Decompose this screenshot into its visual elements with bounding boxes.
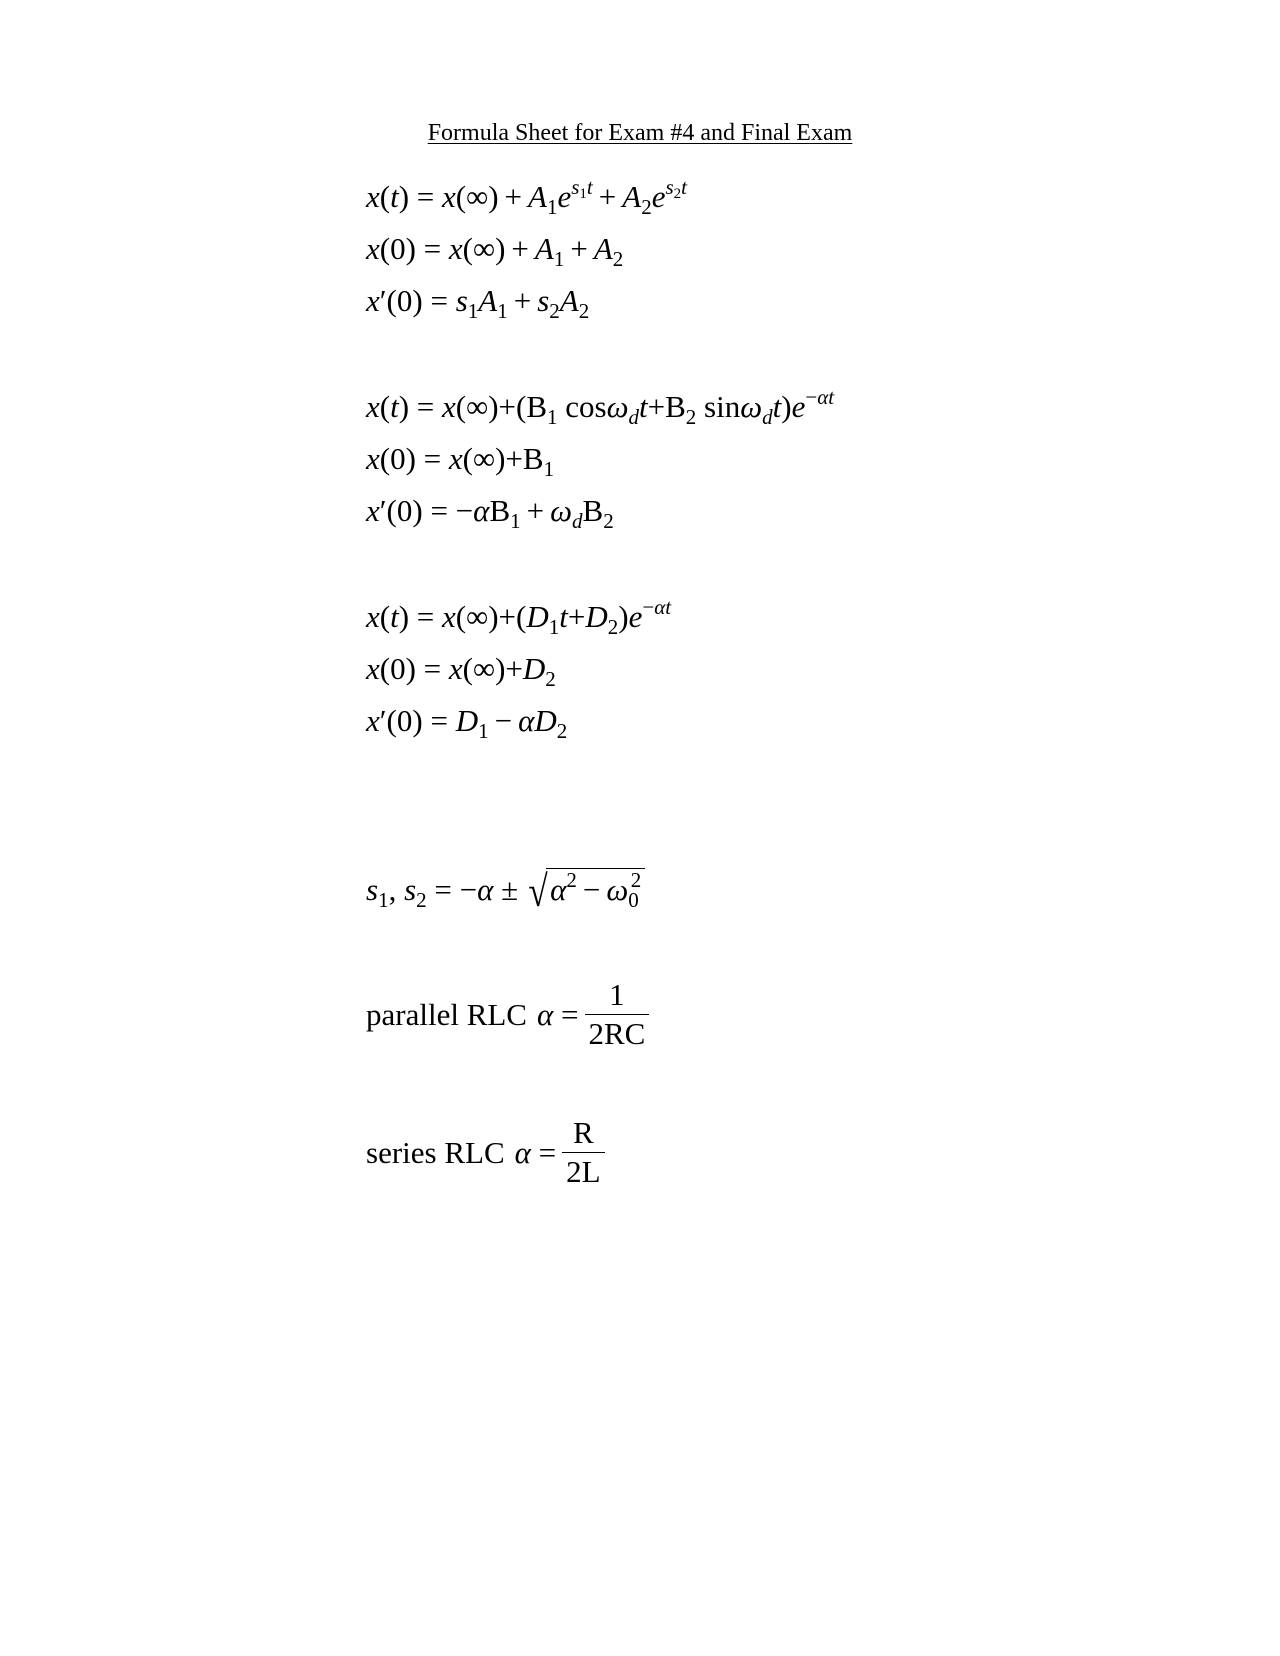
parallel-rlc-label: parallel RLC bbox=[366, 996, 527, 1032]
critically-damped-initial-derivative-equation: $x'(0) = D_1 - \alpha D_2$ bbox=[366, 703, 568, 743]
page-title bbox=[0, 119, 1280, 147]
characteristic-roots-equation: $s_1$, $s_2 = -\alpha \pm √\alpha^2 - \omega_0^2$ bbox=[366, 868, 645, 909]
overdamped-general-equation: $x(t) = x(\infty) + A_1e^{s_1t} + A_2e^{s_2t}$ bbox=[366, 175, 687, 219]
series-rlc-label: series RLC bbox=[366, 1134, 505, 1170]
critically-damped-general-equation: $x(t) = x(\infty)+(D_1t+D_2)e^{-\alpha t}$ bbox=[366, 595, 672, 639]
critically-damped-initial-value-equation: $x(0) = x(\infty)+D_2$ bbox=[366, 651, 556, 691]
series-rlc-alpha-equation: series RLC α = $\frac{R}{2L}$ bbox=[366, 1116, 605, 1189]
parallel-rlc-denominator: 2RC bbox=[585, 1014, 650, 1051]
overdamped-initial-derivative-equation: $x'(0) = s_1A_1 + s_2A_2$ bbox=[366, 283, 590, 323]
parallel-rlc-alpha-equation: parallel RLC α = $\frac{1}{2RC}$ bbox=[366, 978, 649, 1051]
underdamped-initial-derivative-equation: $x'(0) = -\alpha B_1 + \omega_dB_2$ bbox=[366, 493, 614, 533]
overdamped-initial-value-equation: $x(0) = x(\infty) + A_1 + A_2$ bbox=[366, 231, 624, 271]
series-rlc-numerator: R bbox=[573, 1115, 594, 1150]
square-root: $√\alpha^2 - \omega_0^2$ bbox=[526, 868, 645, 909]
series-rlc-denominator: 2L bbox=[562, 1152, 604, 1189]
parallel-rlc-numerator: 1 bbox=[609, 977, 625, 1012]
page-title-text: Formula Sheet for Exam #4 and Final Exam bbox=[427, 120, 853, 146]
underdamped-initial-value-equation: $x(0) = x(\infty)+B_1$ bbox=[366, 441, 555, 481]
parallel-rlc-fraction bbox=[585, 978, 650, 1051]
series-rlc-fraction bbox=[562, 1116, 604, 1189]
underdamped-general-equation: $x(t) = x(\infty)+(B_1$ $\cos\omega_dt+B_2$ $\sin\omega_dt)e^{-\alpha t}$ bbox=[366, 385, 835, 429]
